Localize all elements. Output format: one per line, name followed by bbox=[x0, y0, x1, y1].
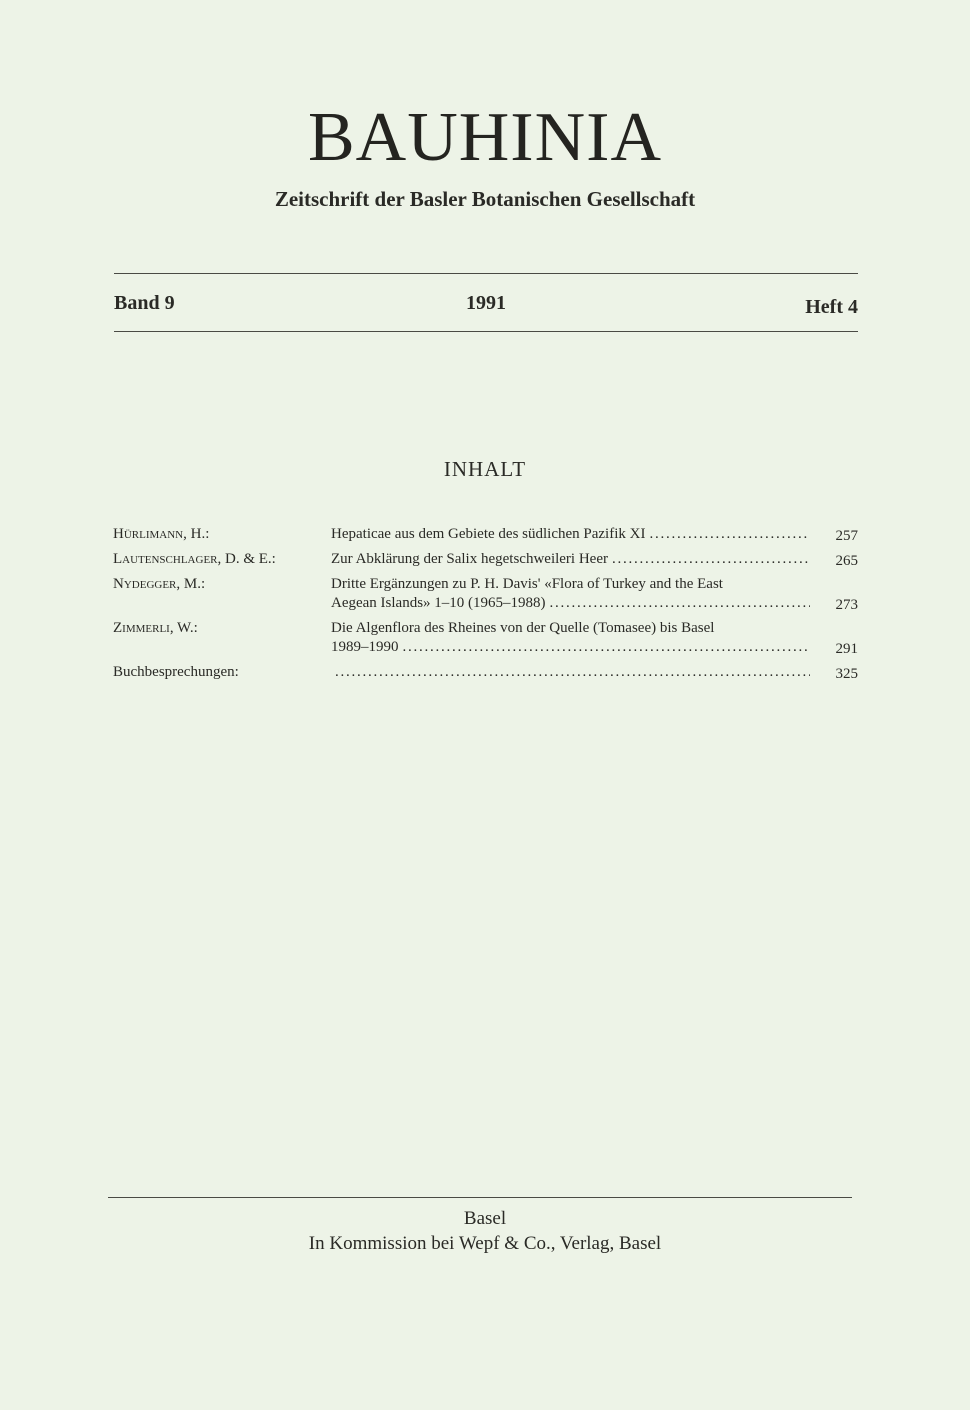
issue-info bbox=[114, 292, 858, 322]
journal-title: BAUHINIA bbox=[307, 99, 663, 176]
toc-author: Lautenschlager, D. & E.: bbox=[113, 551, 276, 567]
toc-entry bbox=[113, 619, 858, 657]
toc-entry bbox=[113, 575, 858, 613]
journal-subtitle: Zeitschrift der Basler Botanischen Gesellschaft bbox=[274, 187, 696, 211]
toc-page-number: 265 bbox=[835, 553, 858, 569]
leader-dots bbox=[335, 663, 810, 682]
toc-author: Hürlimann, H.: bbox=[113, 526, 210, 542]
volume-label: Band 9 bbox=[114, 292, 175, 314]
issue-label: Heft 4 bbox=[805, 296, 858, 318]
leader-dots bbox=[403, 638, 811, 657]
toc-entry bbox=[113, 525, 858, 544]
leader-dots bbox=[550, 594, 810, 613]
leader-dots bbox=[612, 550, 810, 569]
toc-entry bbox=[113, 550, 858, 569]
toc-page-number: 273 bbox=[835, 597, 858, 613]
year-label: 1991 bbox=[466, 292, 506, 314]
publisher-line: In Kommission bei Wepf & Co., Verlag, Basel bbox=[308, 1233, 662, 1254]
bottom-rule bbox=[108, 1197, 852, 1198]
contents-heading: INHALT bbox=[443, 457, 527, 481]
toc-title: Zur Abklärung der Salix hegetschweileri Heer bbox=[331, 551, 608, 567]
second-rule bbox=[114, 331, 858, 332]
toc-entry bbox=[113, 663, 858, 682]
toc-page-number: 291 bbox=[835, 641, 858, 657]
toc-title-continued: 1989–1990 bbox=[331, 639, 399, 655]
toc-author: Buchbesprechungen: bbox=[113, 664, 239, 680]
leader-dots bbox=[649, 525, 810, 544]
toc-title-continued: Aegean Islands» 1–10 (1965–1988) bbox=[331, 595, 546, 611]
toc-author: Zimmerli, W.: bbox=[113, 620, 198, 636]
toc-page-number: 257 bbox=[835, 528, 858, 544]
toc-title: Hepaticae aus dem Gebiete des südlichen Pazifik XI bbox=[331, 526, 646, 542]
toc-page-number: 325 bbox=[835, 666, 858, 682]
table-of-contents bbox=[113, 525, 858, 688]
toc-title: Dritte Ergänzungen zu P. H. Davis' «Flora of Turkey and the East bbox=[331, 576, 723, 592]
toc-author: Nydegger, M.: bbox=[113, 576, 206, 592]
publisher-place: Basel bbox=[463, 1208, 507, 1229]
toc-title: Die Algenflora des Rheines von der Quelle (Tomasee) bis Basel bbox=[331, 620, 715, 636]
top-rule bbox=[114, 273, 858, 274]
